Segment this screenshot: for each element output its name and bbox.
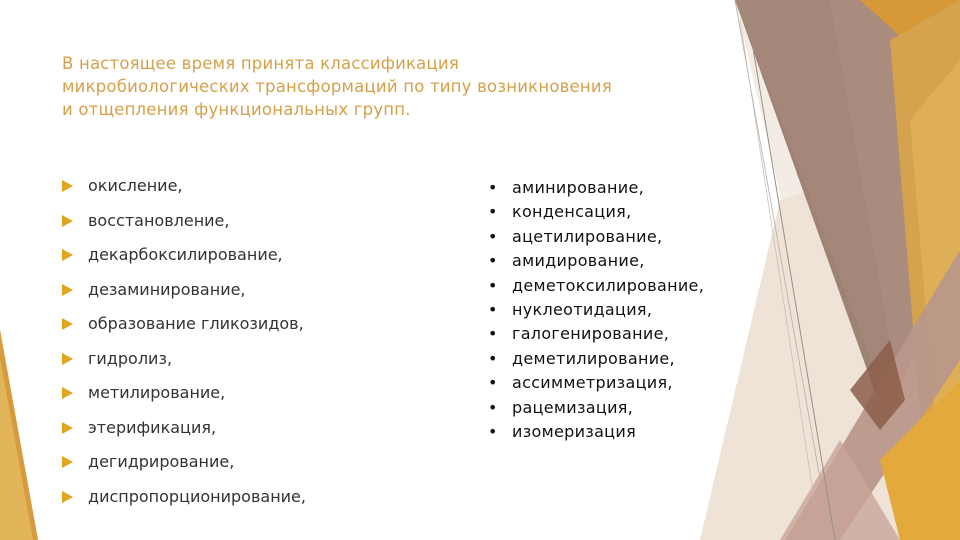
bullet-dot-icon: • xyxy=(488,348,498,368)
list-item-text: гидролиз, xyxy=(88,348,173,368)
list-item-text: восстановление, xyxy=(88,210,230,230)
bullet-dot-icon: • xyxy=(488,324,498,344)
bullet-dot-icon: • xyxy=(488,226,498,246)
list-item-text: ацетилирование, xyxy=(512,226,663,246)
bullet-dot-icon: • xyxy=(488,251,498,271)
list-item xyxy=(488,225,704,249)
list-item xyxy=(488,322,704,346)
list-item-text: нуклеотидация, xyxy=(512,299,653,319)
triangle-bullet-icon xyxy=(62,284,73,296)
title-line: и отщепления функциональных групп. xyxy=(62,100,411,119)
list-item xyxy=(62,209,306,244)
list-item xyxy=(62,381,306,416)
title-line: микробиологических трансформаций по типу возникновения xyxy=(62,77,612,96)
list-item xyxy=(488,298,704,322)
triangle-bullet-icon xyxy=(62,180,73,192)
title-line: В настоящее время принята классификация xyxy=(62,54,459,73)
bullet-dot-icon: • xyxy=(488,202,498,222)
list-item-text: дезаминирование, xyxy=(88,279,246,299)
left-bullet-list xyxy=(62,174,306,519)
list-item-text: деметилирование, xyxy=(512,348,675,368)
list-item-text: метилирование, xyxy=(88,383,226,402)
bullet-dot-icon: • xyxy=(488,275,498,295)
list-item-text: окисление, xyxy=(88,176,183,195)
list-item xyxy=(62,174,306,209)
triangle-bullet-icon xyxy=(62,491,73,503)
list-item xyxy=(488,200,704,224)
triangle-bullet-icon xyxy=(62,387,73,399)
list-item xyxy=(488,396,704,420)
list-item xyxy=(62,278,306,313)
triangle-bullet-icon xyxy=(62,318,73,330)
slide-title xyxy=(62,52,742,121)
list-item-text: конденсация, xyxy=(512,202,632,222)
list-item-text: образование гликозидов, xyxy=(88,314,304,333)
triangle-bullet-icon xyxy=(62,249,73,261)
triangle-bullet-icon xyxy=(62,215,73,227)
bullet-dot-icon: • xyxy=(488,397,498,417)
list-item xyxy=(62,485,306,520)
list-item-text: дегидрирование, xyxy=(88,452,235,471)
list-item-text: ассимметризация, xyxy=(512,373,673,393)
bullet-dot-icon: • xyxy=(488,421,498,441)
list-item xyxy=(488,371,704,395)
list-item-text: декарбоксилирование, xyxy=(88,245,283,264)
triangle-bullet-icon xyxy=(62,456,73,468)
list-item xyxy=(488,249,704,273)
right-bullet-list xyxy=(488,176,704,444)
list-item-text: изомеризация xyxy=(512,421,636,441)
list-item-text: галогенирование, xyxy=(512,324,670,344)
list-item xyxy=(62,347,306,382)
list-item-text: диспропорционирование, xyxy=(88,486,306,506)
list-item xyxy=(62,450,306,485)
triangle-bullet-icon xyxy=(62,353,73,365)
list-item xyxy=(488,274,704,298)
list-item xyxy=(488,347,704,371)
list-item xyxy=(488,176,704,200)
triangle-bullet-icon xyxy=(62,422,73,434)
list-item xyxy=(62,312,306,347)
list-item-text: амидирование, xyxy=(512,251,645,271)
list-item-text: этерификация, xyxy=(88,417,217,437)
bullet-dot-icon: • xyxy=(488,373,498,393)
list-item-text: деметоксилирование, xyxy=(512,275,705,295)
list-item-text: рацемизация, xyxy=(512,397,634,417)
list-item xyxy=(488,420,704,444)
list-item xyxy=(62,416,306,451)
list-item-text: аминирование, xyxy=(512,178,645,197)
bullet-dot-icon: • xyxy=(488,178,498,197)
bullet-dot-icon: • xyxy=(488,299,498,319)
list-item xyxy=(62,243,306,278)
